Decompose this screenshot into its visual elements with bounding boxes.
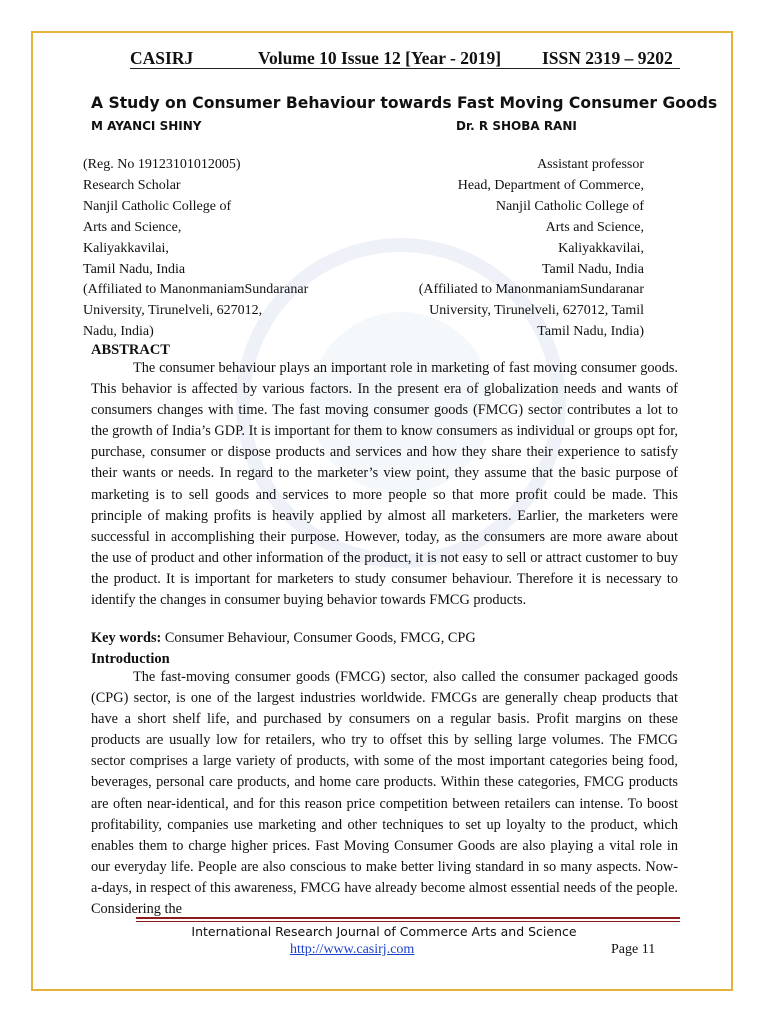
abstract-text: The consumer behaviour plays an important role in marketing of fast moving consumer goods. This behavior is affected by various factors. In the present era of globalization needs and wants of consumers changes with time. The fast moving consumer goods (FMCG) sector contributes a lot to the growth of India’s GDP. It is important for them to know consumers as individual or groups opt for, purchase, consumer or dispose products and services and how they share their experience to satisfy their wants or needs. In regard to the marketer’s view point, they assume that the basic purpose of marketing is to sell goods and services to more people so that more profit could be made. This principle of making profits is heavily applied by almost all marketers. Earlier, the marketers were successful in accomplishing their purpose. However, today, as the consumers are more aware about the use of product and other information of the product, it is not easy to sell or attract customer to buy the product. It is important for marketers to study consumer behaviour. Therefore it is necessary to identify the changes in consumer buying behavior towards FMCG products. [91,360,678,609]
footer-journal-link[interactable]: http://www.casirj.com [290,942,415,957]
affiliation-line: Kaliyakkavilai, [558,240,644,256]
footer-journal-name: International Research Journal of Commerce Arts and Science [191,924,577,939]
author-left: M AYANCI SHINY [91,119,202,133]
paper-title: A Study on Consumer Behaviour towards Fast Moving Consumer Goods [91,94,718,112]
footer-rule [136,917,680,919]
keywords-label: Key words: [91,630,162,646]
introduction-text: The fast-moving consumer goods (FMCG) sector, also called the consumer packaged goods (CPG) sector, is one of the largest industries worldwide. FMCGs are generally cheap products that have a short shelf life, and purchased by consumers on a regular basis. Profit margins on these products are usually low for retailers, who try to offset this by selling large volumes. The FMCG sector comprises a large variety of products, with some of the most important categories being food, beverages, personal care products, and home care products. Within these categories, FMCG products are often near-identical, and for this reason price competition between retailers can intense. To boost profitability, companies use marketing and other techniques to set up loyalty to the product, which enables them to charge higher prices. Fast Moving Consumer Goods are also playing a vital role in our everyday life. People are also conscious to make better living standard in so many aspects. Now-a-days, in respect of this awareness, FMCG have already become almost essential needs of the people. Considering the [91,669,678,918]
keywords [91,630,476,647]
author-right: Dr. R SHOBA RANI [456,119,577,133]
affiliation-line: Tamil Nadu, India [83,261,186,277]
affiliation-line: (Reg. No 19123101012005) [83,157,241,172]
affiliation-line: (Affiliated to ManonmaniamSundaranar [418,282,644,298]
issn: ISSN 2319 – 9202 [542,48,673,68]
affiliation-line: (Affiliated to ManonmaniamSundaranar [83,282,309,298]
volume-issue: Volume 10 Issue 12 [Year - 2019] [258,48,502,68]
affiliation-line: Nadu, India) [83,324,154,340]
affiliation-line: Kaliyakkavilai, [83,240,169,256]
affiliation-line: Tamil Nadu, India [541,261,644,277]
keywords-text: Consumer Behaviour, Consumer Goods, FMCG, CPG [161,630,476,646]
journal-abbrev: CASIRJ [130,48,194,68]
affiliation-line: Arts and Science, [83,219,182,235]
affiliation-line: University, Tirunelveli, 627012, [83,303,263,319]
abstract-heading: ABSTRACT [91,342,170,358]
affiliation-left [83,155,308,343]
affiliation-line: Nanjil Catholic College of [495,198,644,214]
affiliation-line: University, Tirunelveli, 627012, Tamil [429,303,644,319]
affiliation-line: Tamil Nadu, India) [537,324,644,340]
affiliation-right [419,155,644,343]
introduction-heading: Introduction [91,651,170,667]
footer-rule-thin [136,921,680,922]
page-number: Page 11 [611,942,656,957]
affiliation-line: Assistant professor [537,157,644,172]
header-underline [130,68,680,69]
affiliation-line: Arts and Science, [545,219,644,235]
affiliation-line: Nanjil Catholic College of [83,198,232,214]
affiliation-line: Research Scholar [83,177,181,193]
affiliation-line: Head, Department of Commerce, [457,177,644,193]
running-header [130,48,680,70]
